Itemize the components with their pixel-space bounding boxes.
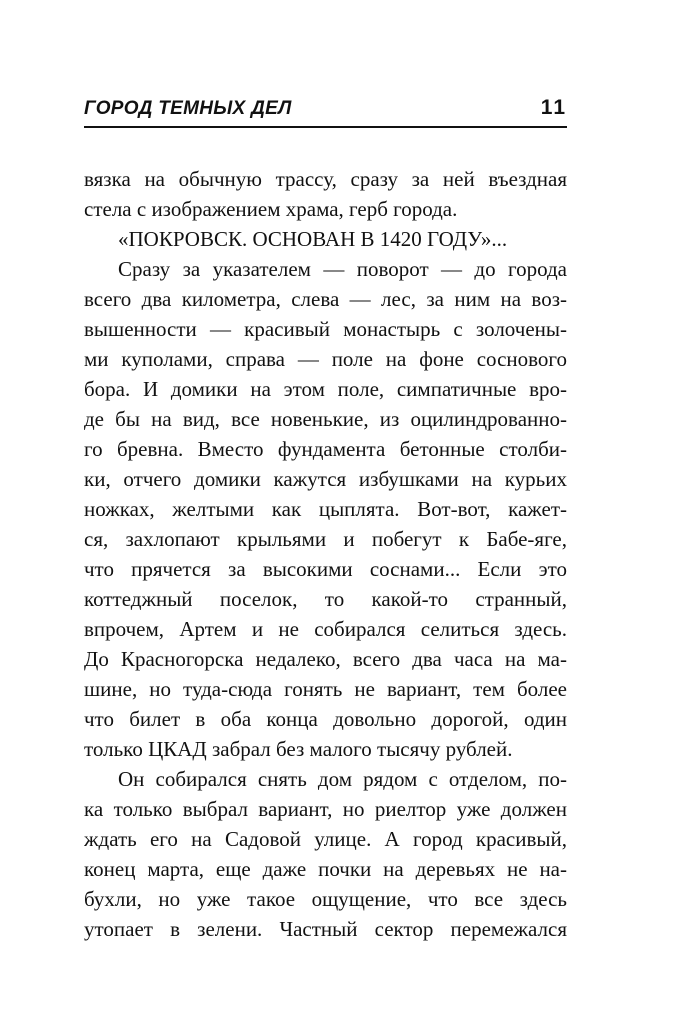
text-line: го бревна. Вместо фундамента бетонные столби- [84, 437, 567, 461]
text-line: ножках, желтыми как цыплята. Вот-вот, кажет- [84, 497, 567, 521]
book-title: ГОРОД ТЕМНЫХ ДЕЛ [84, 98, 292, 119]
text-line: что прячется за высокими соснами... Если это [84, 557, 567, 581]
text-line: шине, но туда-сюда гонять не вариант, тем более [84, 677, 567, 701]
body-text [84, 164, 567, 944]
text-line: Он собирался снять дом рядом с отделом, по- [118, 767, 567, 791]
text-line: впрочем, Артем и не собирался селиться здесь. [84, 617, 567, 641]
text-line: вышенности — красивый монастырь с золочены- [84, 317, 567, 341]
text-line: ждать его на Садовой улице. А город красивый, [84, 827, 567, 851]
text-line: вязка на обычную трассу, сразу за ней въездная [84, 167, 567, 191]
text-line: ся, захлопают крыльями и побегут к Бабе-яге, [84, 527, 567, 551]
text-line: стела с изображением храма, герб города. [84, 197, 458, 221]
page-number: 11 [540, 96, 567, 119]
text-line: утопает в зелени. Частный сектор перемежался [84, 917, 567, 941]
text-line: де бы на вид, все новенькие, из оцилиндрованно- [84, 407, 567, 431]
text-line: всего два километра, слева — лес, за ним на воз- [84, 287, 567, 311]
text-line: конец марта, еще даже почки на деревьях не на- [84, 857, 567, 881]
text-line: Сразу за указателем — поворот — до города [118, 257, 567, 281]
text-line: ка только выбрал вариант, но риелтор уже должен [84, 797, 567, 821]
running-head [84, 92, 567, 128]
text-line: ми куполами, справа — поле на фоне соснового [84, 347, 567, 371]
text-line: что билет в оба конца довольно дорогой, один [84, 707, 567, 731]
text-line: До Красногорска недалеко, всего два часа на ма- [84, 647, 567, 671]
text-line: бухли, но уже такое ощущение, что все здесь [84, 887, 567, 911]
book-page [84, 92, 567, 944]
text-line: ки, отчего домики кажутся избушками на курьих [84, 467, 567, 491]
text-line: «ПОКРОВСК. ОСНОВАН В 1420 ГОДУ»... [118, 227, 508, 251]
text-line: бора. И домики на этом поле, симпатичные вро- [84, 377, 567, 401]
text-line: коттеджный поселок, то какой-то странный, [84, 587, 567, 611]
text-line: только ЦКАД забрал без малого тысячу рублей. [84, 737, 513, 761]
